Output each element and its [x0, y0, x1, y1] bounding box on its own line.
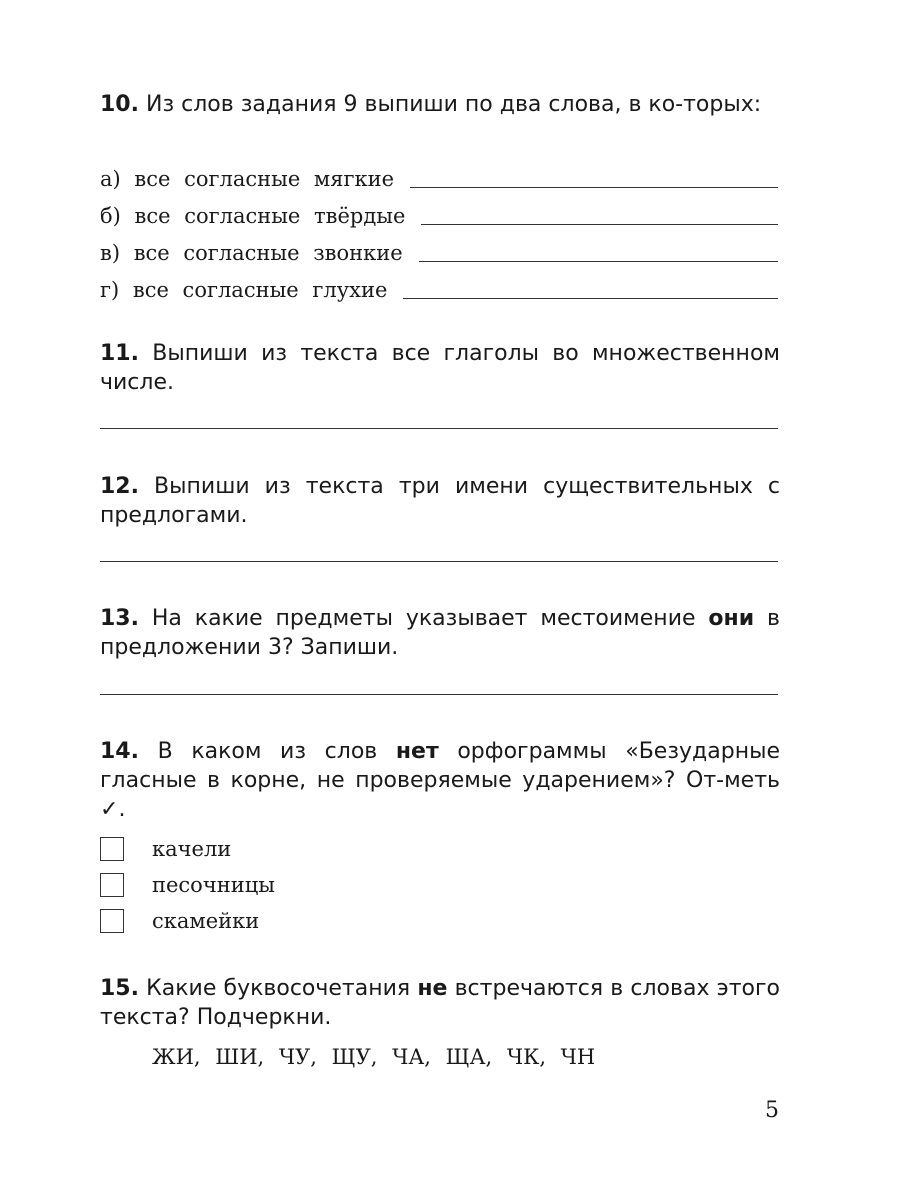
task-14-end: . [118, 797, 126, 822]
task-11-text: Выпиши из текста все глаголы во множественном числе. [100, 341, 780, 395]
task-11-answer-line[interactable] [100, 428, 778, 429]
task-12-number: 12. [100, 474, 139, 499]
answer-line[interactable] [410, 187, 778, 188]
page-number: 5 [765, 1098, 779, 1123]
task-13-answer-line[interactable] [100, 694, 778, 695]
task-12 [100, 472, 780, 530]
task-14-number: 14. [100, 739, 139, 764]
task-14-text-after: орфограммы «Безударные гласные в корне, не проверяемые ударением»? От-меть [100, 739, 780, 793]
checkbox[interactable] [100, 909, 124, 933]
task-14 [100, 737, 780, 824]
task-15-text-after: встречаются в словах этого текста? Подчеркни. [100, 976, 781, 1030]
task-10-option-g-label: г) все согласные глухие [100, 278, 388, 302]
task-10-number: 10. [100, 92, 139, 117]
task-14-option-1-label: качели [152, 837, 232, 861]
task-10-option-g [100, 273, 778, 303]
task-14-option-2 [100, 870, 275, 900]
task-14-bold-word: нет [395, 739, 439, 764]
task-10-option-b-label: б) все согласные твёрдые [100, 204, 406, 228]
task-11-number: 11. [100, 341, 139, 366]
task-10-option-a [100, 162, 778, 192]
checkbox[interactable] [100, 873, 124, 897]
task-10-option-v-label: в) все согласные звонкие [100, 241, 403, 265]
answer-line[interactable] [421, 224, 778, 225]
task-10-text: Из слов задания 9 выпиши по два слова, в ко-торых: [145, 92, 762, 117]
answer-line[interactable] [403, 298, 778, 299]
task-15-bold-word: не [417, 976, 448, 1001]
answer-line[interactable] [419, 261, 778, 262]
task-11 [100, 339, 780, 397]
checkbox[interactable] [100, 837, 124, 861]
task-14-option-2-label: песочницы [152, 873, 275, 897]
task-14-option-1 [100, 834, 231, 864]
task-15-number: 15. [100, 976, 139, 1001]
task-13-text-after: в предложении 3? Запиши. [100, 606, 780, 660]
task-15-text-before: Какие буквосочетания [146, 976, 418, 1001]
task-13-text-before: На какие предметы указывает местоимение [151, 606, 709, 631]
task-13-bold-word: они [708, 606, 755, 631]
letter-combinations[interactable]: ЖИ, ШИ, ЧУ, ЩУ, ЧА, ЩА, ЧК, ЧН [152, 1045, 596, 1069]
task-13-number: 13. [100, 606, 139, 631]
task-14-text-before: В каком из слов [157, 739, 396, 764]
check-mark-icon: ✓ [100, 797, 119, 822]
task-14-option-3 [100, 906, 259, 936]
task-13 [100, 604, 780, 662]
task-15 [100, 974, 780, 1032]
task-14-option-3-label: скамейки [152, 909, 260, 933]
task-10-option-a-label: а) все согласные мягкие [100, 167, 395, 191]
task-10-option-b [100, 199, 778, 229]
task-10-option-v [100, 236, 778, 266]
task-12-answer-line[interactable] [100, 561, 778, 562]
task-10 [100, 90, 780, 119]
task-12-text: Выпиши из текста три имени существительных с предлогами. [100, 474, 780, 528]
